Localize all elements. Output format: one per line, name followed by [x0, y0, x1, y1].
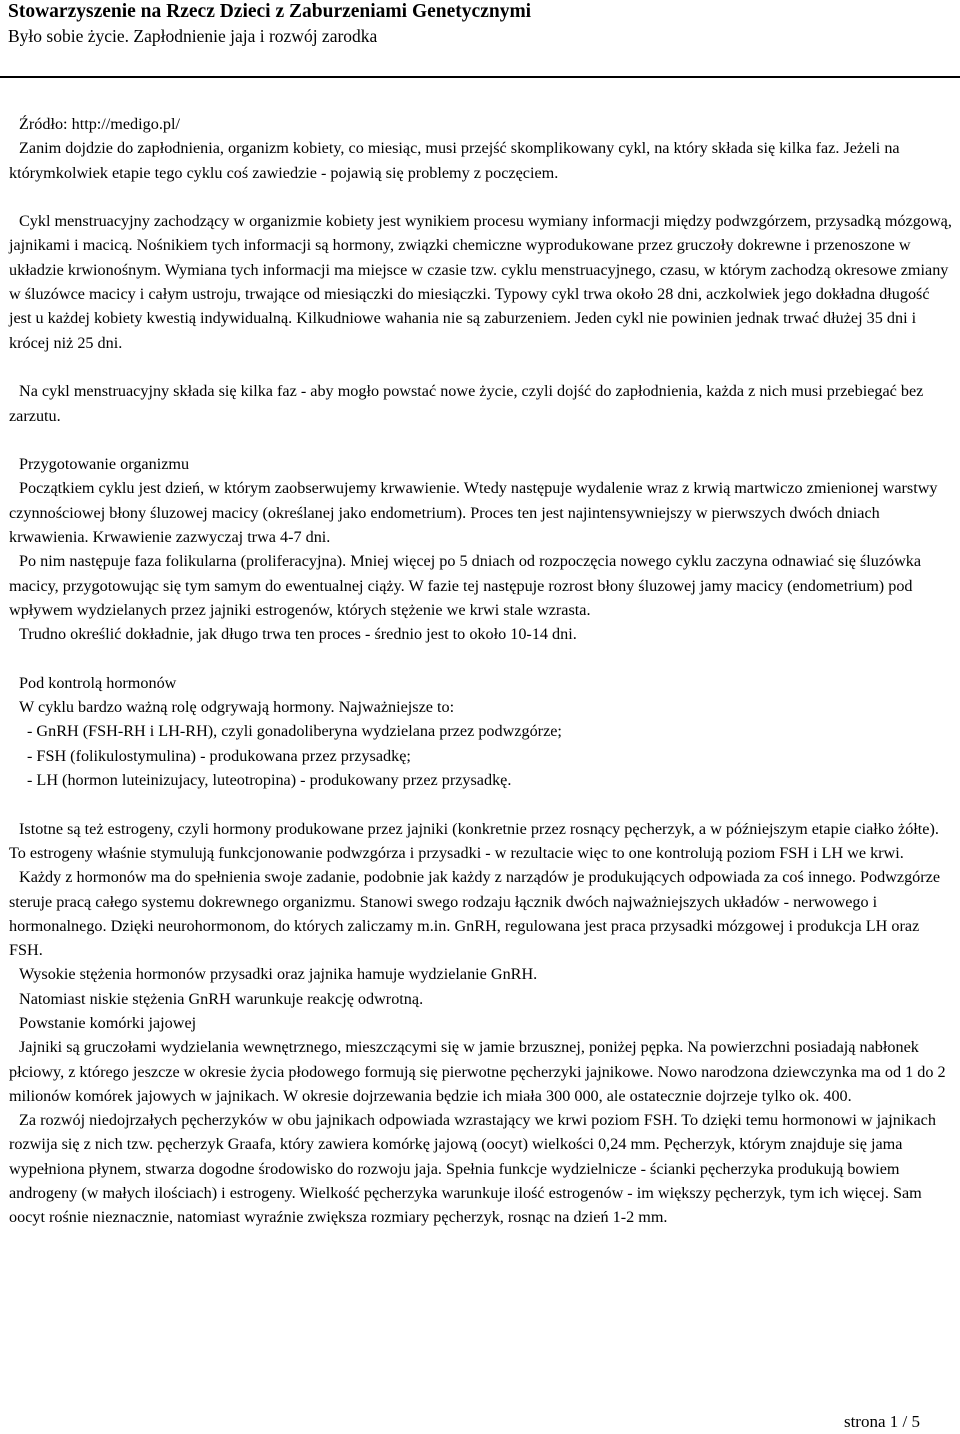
paragraph-high-levels: Wysokie stężenia hormonów przysadki oraz jajnika hamuje wydzielanie GnRH.	[19, 965, 538, 984]
paragraph-intro: Zanim dojdzie do zapłodnienia, organizm kobiety, co miesiąc, musi przejść skomplikowany cykl, na który składa się kilka faz. Jeżeli na którymkolwiek etapie tego cyklu coś zawiedzie - pojawią się problemy z poczęciem.	[9, 139, 900, 182]
article-body	[9, 112, 954, 1230]
spacer	[9, 647, 954, 671]
organization-name: Stowarzyszenie na Rzecz Dzieci z Zaburzeniami Genetycznymi	[8, 1, 532, 22]
document-title: Było sobie życie. Zapłodnienie jaja i rozwój zarodka	[8, 26, 378, 46]
heading-hormones: Pod kontrolą hormonów	[19, 673, 177, 692]
paragraph-prep-1: Początkiem cyklu jest dzień, w którym zaobserwujemy krwawienie. Wtedy następuje wydalenie wraz z krwią martwiczo zmienionej warstwy czynnościowej błony śluzowej macicy (określanej jako endometrium). Proces ten jest najintensywniejszy w pierwszych dwóch dniach krwawienia. Krwawienie zazwyczaj trwa 4-7 dni.	[9, 479, 938, 547]
paragraph-ovaries: Jajniki są gruczołami wydzielania wewnętrznego, mieszczącymi się w jamie brzusznej, poniżej pępka. Na powierzchni posiadają nabłonek płciowy, z którego jeszcze w okresie życia płodowego formują się pierwotne pęcherzyki jajnikowe. Nowo narodzona dziewczynka ma od 1 do 2 milionów komórek jajowych w jajnikach. W okresie dojrzewania będzie ich miała 300 000, ale ostatecznie dojrzeje tylko ok. 400.	[9, 1038, 946, 1105]
paragraph-follicles: Za rozwój niedojrzałych pęcherzyków w obu jajnikach odpowiada wzrastający we krwi poziom FSH. To dzięki temu hormonowi w jajnikach rozwija się z nich tzw. pęcherzyk Graafa, który zawiera komórkę jajową (oocyt) wielkości 0,24 mm. Pęcherzyk, którym znajduje się jama wypełniona płynem, stwarza dogodne środowisko do rozwoju jaja. Spełnia funkcje wydzielnicze - ścianki pęcherzyka produkują bowiem androgeny (w małych ilościach) i estrogeny. Wielkość pęcherzyka warunkuje ilość estrogenów - im większy pęcherzyk, tym ich więcej. Sam oocyt rośnie nieznacznie, natomiast wyraźnie zwiększa rozmiary pęcherzyk, rosnąc na dzień 1-2 mm.	[9, 1111, 936, 1227]
list-item: - GnRH (FSH-RH i LH-RH), czyli gonadoliberyna wydzielana przez podwzgórze;	[27, 722, 562, 741]
paragraph-low-levels: Natomiast niskie stężenia GnRH warunkuje reakcję odwrotną.	[19, 989, 424, 1008]
paragraph-each-hormone: Każdy z hormonów ma do spełnienia swoje zadanie, podobnie jak każdy z narządów je produkujących odpowiada za coś innego. Podwzgórze steruje pracą całego systemu dokrewnego organizmu. Stanowi swego rodzaju łącznik dwóch najważniejszych układów - nerwowego i hormonalnego. Dzięki neurohormonom, do których zaliczamy m.in. GnRH, regulowana jest praca przysadki mózgowej i produkcja LH oraz FSH.	[9, 868, 941, 960]
paragraph-cycle: Cykl menstruacyjny zachodzący w organizmie kobiety jest wynikiem procesu wymiany informacji między podwzgórzem, przysadką mózgową, jajnikami i macicą. Nośnikiem tych informacji są hormony, związki chemiczne wyprodukowane przez gruczoły dokrewne i przenoszone w układzie krwionośnym. Wymiana tych informacji ma miejsce w czasie tzw. cyklu menstruacyjnego, czasu, w którym zachodzą okresowe zmiany w śluzówce macicy i całym ustroju, trwające od miesiączki do miesiączki. Typowy cykl trwa około 28 dni, aczkolwiek jego dokładna długość jest u każdej kobiety kwestią indywidualną. Kilkudniowe wahania nie są zaburzeniem. Jeden cykl nie powinien jednak trwać dłużej 35 dni i krócej niż 25 dni.	[9, 212, 952, 352]
list-item: - LH (hormon luteinizujacy, luteotropina) - produkowany przez przysadkę.	[27, 771, 512, 790]
heading-egg-cell: Powstanie komórki jajowej	[19, 1013, 197, 1032]
heading-preparation: Przygotowanie organizmu	[19, 455, 190, 474]
list-item: - FSH (folikulostymulina) - produkowana przez przysadkę;	[27, 746, 411, 765]
spacer	[9, 428, 954, 452]
spacer	[9, 185, 954, 209]
source-line: Źródło: http://medigo.pl/	[19, 115, 180, 133]
paragraph-phases: Na cykl menstruacyjny składa się kilka faz - aby mogło powstać nowe życie, czyli dojść do zapłodnienia, każda z nich musi przebiegać bez zarzutu.	[9, 382, 924, 425]
page-header	[8, 0, 952, 48]
page-number: strona 1 / 5	[843, 1412, 920, 1431]
paragraph-prep-2: Po nim następuje faza folikularna (proliferacyjna). Mniej więcej po 5 dniach od rozpoczęcia nowego cyklu zaczyna odnawiać się śluzówka macicy, przygotowując się tym samym do ewentualnej ciąży. W fazie tej następuje rozrost błony śluzowej jamy macicy (endometrium) pod wpływem wydzielanych przez jajniki estrogenów, których stężenie we krwi stale wzrasta.	[9, 552, 922, 619]
spacer	[9, 355, 954, 379]
header-divider	[0, 76, 960, 78]
paragraph-estrogen: Istotne są też estrogeny, czyli hormony produkowane przez jajniki (konkretnie przez rosnący pęcherzyk, a w późniejszym etapie ciałko żółte). To estrogeny właśnie stymulują funkcjonowanie podwzgórza i przysadki - w rezultacie więc to one kontrolują poziom FSH i LH we krwi.	[9, 819, 939, 862]
paragraph-hormones: W cyklu bardzo ważną rolę odgrywają hormony. Najważniejsze to:	[19, 698, 455, 717]
paragraph-prep-3: Trudno określić dokładnie, jak długo trwa ten proces - średnio jest to około 10-14 dni.	[19, 625, 577, 644]
spacer	[9, 792, 954, 816]
